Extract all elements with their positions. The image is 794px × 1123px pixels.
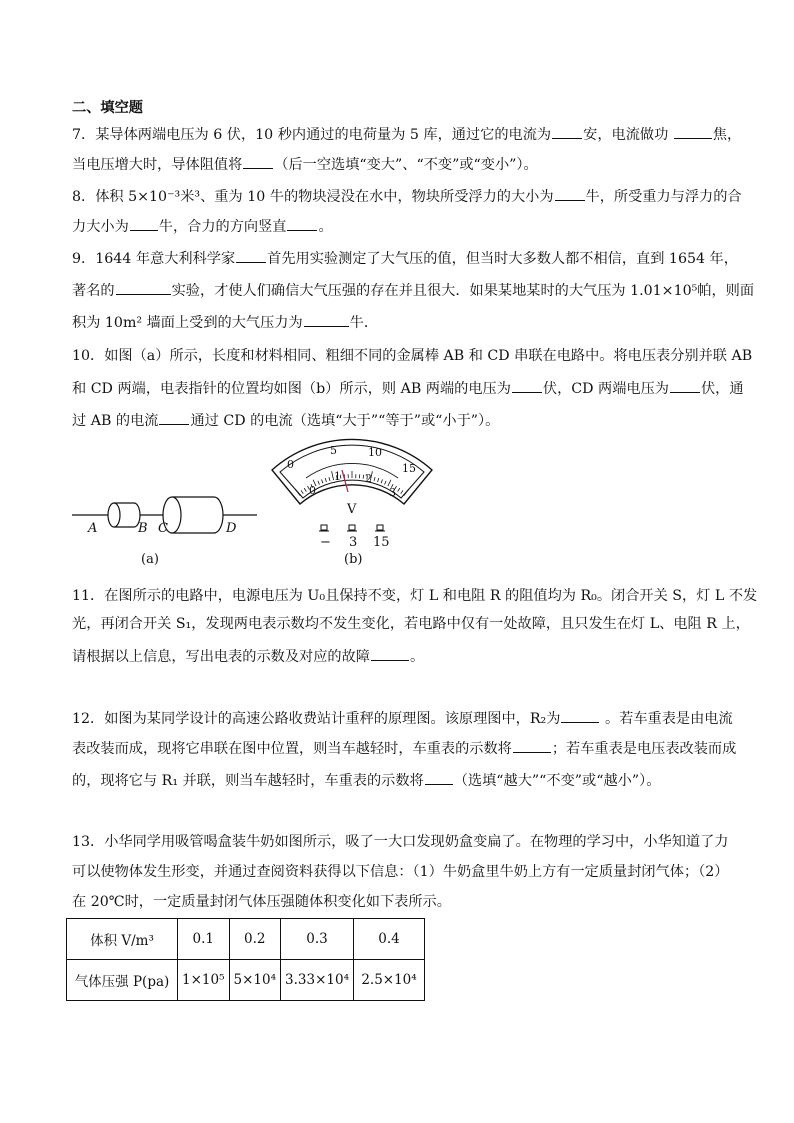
q9-text: 积为 10m² 墙面上受到的大气压力为	[72, 315, 303, 331]
table-cell: 1×10⁵	[178, 960, 230, 1001]
q10-blank-1[interactable]	[512, 378, 542, 393]
section-title: 二、填空题	[72, 100, 143, 116]
tick-upper-10: 10	[368, 446, 382, 459]
table-cell: 0.1	[178, 919, 230, 960]
terminal-negative: −	[320, 535, 331, 550]
q7-text: 安，电流做功	[583, 127, 669, 143]
q13-line2: 可以使物体发生形变，并通过查阅资料获得以下信息：（1）牛奶盒里牛奶上方有一定质量封闭气体；（2）	[72, 864, 729, 880]
q8-line1	[72, 186, 742, 207]
q10-blank-2[interactable]	[670, 378, 700, 393]
table-cell: 0.3	[281, 919, 354, 960]
q7-text: 当电压增大时，导体阻值将	[72, 157, 243, 173]
figure-a-caption: (a)	[141, 552, 159, 567]
table-cell: 3.33×10⁴	[281, 960, 354, 1001]
q8-blank-3[interactable]	[287, 216, 317, 231]
tick-lower-2: 2	[365, 472, 372, 485]
q10-text: 过 AB 的电流	[72, 413, 159, 429]
table-cell: 0.4	[354, 919, 425, 960]
q7-text: 7．某导体两端电压为 6 伏，10 秒内通过的电荷量为 5 库，通过它的电流为	[72, 127, 552, 143]
q12-text: 的，现将它与 R₁ 并联，则当车越轻时，车重表的示数将	[72, 773, 424, 789]
q8-line2	[72, 216, 333, 237]
q7-line1	[72, 124, 741, 145]
q12-line3	[72, 770, 660, 791]
q9-text: 实验，才使人们确信大气压强的存在并且很大．如果某地某时的大气压为 1.01×10⁵帕，则面	[171, 283, 755, 299]
q9-blank-2[interactable]	[116, 280, 171, 295]
tick-lower-1: 1	[334, 470, 341, 483]
q7-text: （后一空选填“变大”、“不变”或“变小”）。	[274, 157, 538, 173]
figure-a-metal-rods	[72, 480, 262, 560]
q7-blank-3[interactable]	[243, 154, 273, 169]
q9-line1	[72, 248, 738, 269]
terminal-15: 15	[373, 535, 390, 550]
q12-line2	[72, 738, 736, 759]
tick-lower-3: 3	[389, 486, 396, 499]
q9-text: 9．1644 年意大利科学家	[72, 251, 236, 267]
q7-line2	[72, 154, 538, 175]
q9-blank-1[interactable]	[236, 248, 266, 263]
label-d: D	[226, 521, 237, 536]
dial-tick	[363, 475, 364, 479]
tick-upper-0: 0	[287, 458, 294, 471]
q10-text: 伏，通	[700, 381, 744, 397]
q12-text: 。若车重表是由电流	[604, 711, 733, 727]
q8-text: 牛，合力的方向竖直	[158, 219, 287, 235]
figure-b-caption: (b)	[344, 552, 363, 567]
q8-text: 牛，所受重力与浮力的合	[585, 189, 742, 205]
label-a: A	[88, 521, 98, 536]
label-b: B	[138, 521, 148, 536]
q11-line1: 11．在图所示的电路中，电源电压为 U₀且保持不变，灯 L 和电阻 R 的阻值均为 R₀。闭合开关 S，灯 L 不发	[72, 588, 758, 604]
q9-text: 首先用实验测定了大气压的值，但当时大多数人都不相信，直到 1654 年，	[267, 251, 738, 267]
q10-line1: 10．如图（a）所示，长度和材料相同、粗细不同的金属棒 AB 和 CD 串联在电路中。将电压表分别并联 AB	[72, 348, 753, 364]
tick-upper-5: 5	[330, 444, 337, 457]
q9-blank-3[interactable]	[304, 312, 349, 327]
q10-text: 伏，CD 两端电压为	[542, 381, 669, 397]
table-cell: 0.2	[229, 919, 281, 960]
q11-text: 。	[409, 649, 425, 665]
q12-blank-1[interactable]	[561, 708, 599, 723]
pressure-volume-table	[66, 918, 425, 1001]
q8-blank-1[interactable]	[555, 186, 585, 201]
q9-line3	[72, 312, 378, 333]
table-row	[67, 960, 425, 1001]
q10-text: 和 CD 两端，电表指针的位置均如图（b）所示，则 AB 两端的电压为	[72, 381, 511, 397]
voltmeter-terminals	[318, 522, 392, 534]
label-c: C	[158, 521, 168, 536]
q7-text: 焦，	[712, 127, 742, 143]
tick-lower-0: 0	[309, 484, 316, 497]
q12-line1	[72, 708, 733, 729]
q8-text: 力大小为	[72, 219, 129, 235]
q10-line3	[72, 410, 499, 431]
q9-text: 牛．	[349, 315, 379, 331]
q12-text: ；若车重表是电压表改装而成	[551, 741, 737, 757]
q11-text: 请根据以上信息，写出电表的示数及对应的故障	[72, 649, 370, 665]
q9-line2	[72, 280, 754, 301]
q10-text: 通过 CD 的电流（选填“大于”“等于”或“小于”）。	[190, 413, 500, 429]
q9-text: 著名的	[72, 283, 115, 299]
q11-blank-1[interactable]	[371, 646, 409, 661]
q10-line2	[72, 378, 744, 399]
q12-blank-3[interactable]	[425, 770, 453, 785]
q11-line3	[72, 646, 424, 667]
q8-text: 。	[318, 219, 333, 235]
voltmeter-unit: V	[347, 502, 357, 517]
table-cell: 气体压强 P(pa)	[67, 960, 178, 1001]
table-cell: 体积 V/m³	[67, 919, 178, 960]
q12-text: （选填“越大”“不变”或“越小”）。	[453, 773, 661, 789]
table-cell: 5×10⁴	[229, 960, 281, 1001]
table-cell: 2.5×10⁴	[354, 960, 425, 1001]
q7-blank-2[interactable]	[674, 124, 712, 139]
tick-upper-15: 15	[402, 462, 416, 475]
q7-blank-1[interactable]	[552, 124, 582, 139]
q8-blank-2[interactable]	[130, 216, 158, 231]
q12-text: 12．如图为某同学设计的高速公路收费站计重秤的原理图。该原理图中，R₂为	[72, 711, 561, 727]
q11-line2: 光，再闭合开关 S₁，发现两电表示数均不发生变化，若电路中仅有一处故障，且只发生在灯 L、电阻 R 上，	[72, 616, 750, 632]
table-row	[67, 919, 425, 960]
q12-text: 表改装而成，现将它串联在图中位置，则当车越轻时，车重表的示数将	[72, 741, 512, 757]
q13-line1: 13．小华同学用吸管喝盒装牛奶如图所示，吸了一大口发现奶盒变扁了。在物理的学习中，小华知道了力	[72, 834, 729, 850]
q12-blank-2[interactable]	[513, 738, 551, 753]
q10-blank-3[interactable]	[159, 410, 189, 425]
terminal-3: 3	[349, 535, 358, 550]
q13-line3: 在 20℃时，一定质量封闭气体压强随体积变化如下表所示。	[72, 894, 451, 910]
q8-text: 8．体积 5×10⁻³米³、重为 10 牛的物块浸没在水中，物块所受浮力的大小为	[72, 189, 554, 205]
